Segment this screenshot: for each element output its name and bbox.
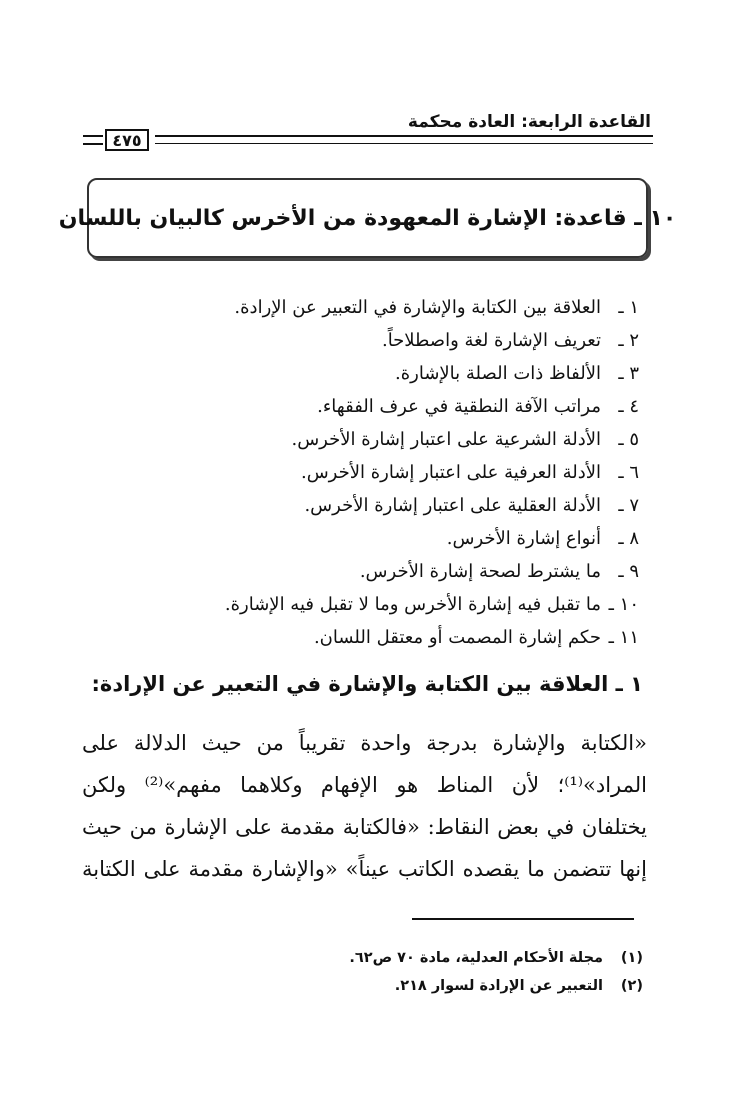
page-number: ٤٧٥ <box>105 129 149 151</box>
list-item-text: الأدلة العقلية على اعتبار إشارة الأخرس. <box>304 495 601 516</box>
footnote-text: التعبير عن الإرادة لسوار ٢١٨. <box>394 978 603 994</box>
list-item <box>169 588 639 621</box>
list-item-text: حكم إشارة المصمت أو معتقل اللسان. <box>313 627 601 648</box>
list-item-number: ١ ـ <box>618 297 639 318</box>
list-item-text: مراتب الآفة النطقية في عرف الفقهاء. <box>317 396 601 417</box>
list-item-text: الأدلة الشرعية على اعتبار إشارة الأخرس. <box>291 429 601 450</box>
paragraph-line: «الكتابة والإشارة بدرجة واحدة تقريباً من حيث الدلالة على <box>82 731 647 755</box>
rule-title-box <box>58 178 677 258</box>
list-item-number: ٥ ـ <box>618 429 639 450</box>
list-item <box>169 555 639 588</box>
footnote <box>143 944 643 972</box>
list-item-text: العلاقة بين الكتابة والإشارة في التعبير عن الإرادة. <box>234 297 601 318</box>
list-item-number: ٦ ـ <box>618 462 639 483</box>
paragraph-line: إنها تتضمن ما يقصده الكاتب عيناً» «والإشارة مقدمة على الكتابة <box>82 857 647 881</box>
list-item-number: ١٠ ـ <box>608 594 639 615</box>
body-paragraph <box>82 722 647 890</box>
list-item <box>169 522 639 555</box>
footnote <box>143 972 643 1000</box>
list-item <box>169 621 639 654</box>
list-item <box>169 357 639 390</box>
list-item-number: ٤ ـ <box>618 396 639 417</box>
list-item-number: ٢ ـ <box>618 330 639 351</box>
list-item-text: الألفاظ ذات الصلة بالإشارة. <box>395 363 601 384</box>
footnote-separator <box>412 918 634 920</box>
list-item-number: ٣ ـ <box>618 363 639 384</box>
rule-title: ١٠ ـ قاعدة: الإشارة المعهودة من الأخرس كالبيان باللسان <box>58 205 677 231</box>
page-number-ornament <box>83 135 103 145</box>
list-item <box>169 291 639 324</box>
list-item-number: ٨ ـ <box>618 528 639 549</box>
list-item-number: ٧ ـ <box>618 495 639 516</box>
running-header-title: القاعدة الرابعة: العادة محكمة <box>407 112 651 132</box>
footnote-number: (١) <box>620 950 643 966</box>
header-rule <box>155 135 653 144</box>
footnotes <box>143 944 643 1000</box>
list-item-text: ما تقبل فيه إشارة الأخرس وما لا تقبل فيه الإشارة. <box>224 594 601 615</box>
list-item-text: ما يشترط لصحة إشارة الأخرس. <box>359 561 601 582</box>
list-item-number: ١١ ـ <box>608 627 639 648</box>
list-item <box>169 489 639 522</box>
section-heading: ١ ـ العلاقة بين الكتابة والإشارة في التعبير عن الإرادة: <box>91 672 643 696</box>
list-item-number: ٩ ـ <box>618 561 639 582</box>
list-item-text: أنواع إشارة الأخرس. <box>446 528 601 549</box>
footnote-number: (٢) <box>620 978 643 994</box>
topics-list <box>169 291 639 654</box>
list-item <box>169 324 639 357</box>
list-item <box>169 456 639 489</box>
list-item <box>169 390 639 423</box>
list-item-text: تعريف الإشارة لغة واصطلاحاً. <box>381 330 601 351</box>
paragraph-line: يختلفان في بعض النقاط: «فالكتابة مقدمة على الإشارة من حيث <box>82 815 647 839</box>
list-item <box>169 423 639 456</box>
list-item-text: الأدلة العرفية على اعتبار إشارة الأخرس. <box>300 462 601 483</box>
footnote-text: مجلة الأحكام العدلية، مادة ٧٠ ص٦٢. <box>349 950 603 966</box>
paragraph-line: المراد»⁽¹⁾؛ لأن المناط هو الإفهام وكلاهما مفهم»⁽²⁾ ولكن <box>82 773 647 797</box>
